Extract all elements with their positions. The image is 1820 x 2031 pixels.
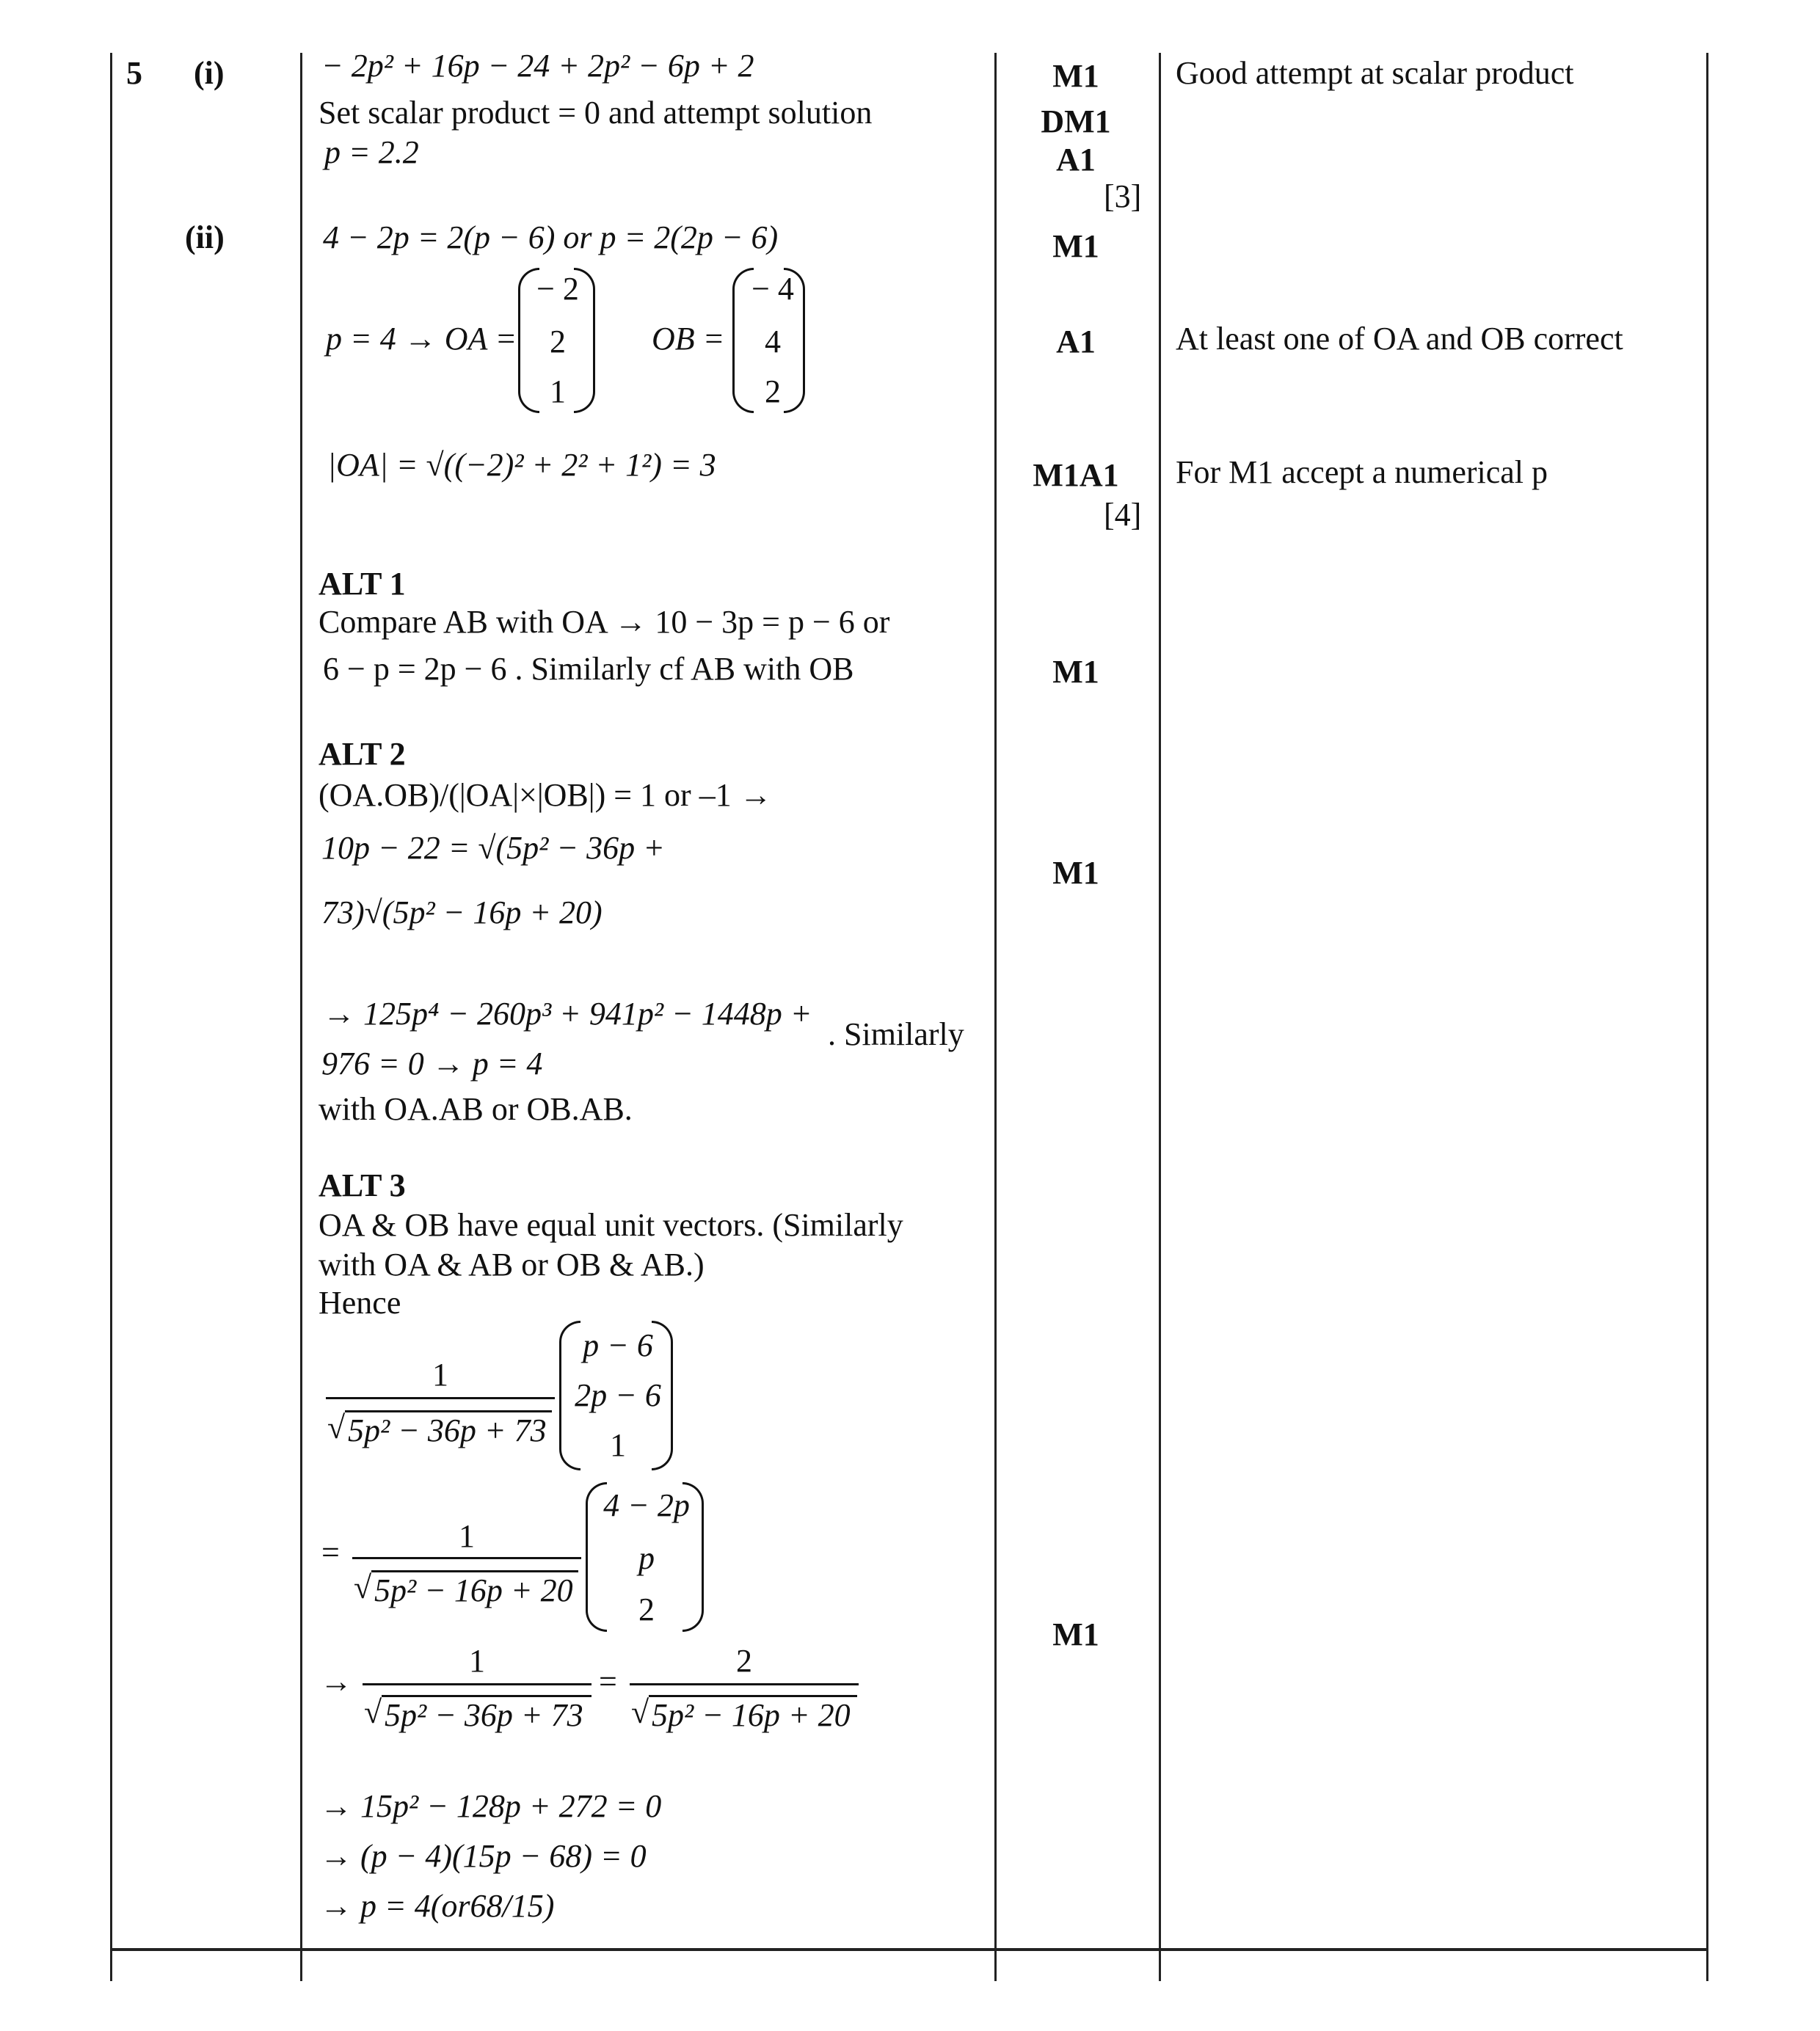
part-i-method: Set scalar product = 0 and attempt solution	[318, 95, 873, 131]
mark-dm1: DM1	[1041, 103, 1111, 139]
vec1-z: 1	[610, 1427, 626, 1463]
part-i-answer: p = 2.2	[324, 134, 419, 170]
table-border-right	[1706, 53, 1708, 1981]
frac2-radical: √	[354, 1569, 372, 1605]
alt2-line5: 976 = 0 → p = 4	[321, 1046, 543, 1082]
equals-sign: =	[321, 1534, 340, 1570]
alt1-heading: ALT 1	[318, 566, 406, 602]
mark-a1: A1	[1056, 324, 1096, 360]
mark-m1: M1	[1052, 855, 1099, 891]
frac4-denominator: 5p² − 16p + 20	[652, 1697, 851, 1733]
alt2-line4: → 125p⁴ − 260p³ + 941p² − 1448p +	[323, 996, 812, 1032]
alt2-heading: ALT 2	[318, 736, 406, 772]
alt3-line3: Hence	[318, 1285, 401, 1321]
guidance-oa-ob: At least one of OA and OB correct	[1176, 321, 1623, 357]
oa-magnitude: |OA| = √((−2)² + 2² + 1²) = 3	[327, 447, 716, 483]
frac3-bar	[363, 1683, 592, 1685]
alt3-quadratic: → 15p² − 128p + 272 = 0	[320, 1788, 662, 1824]
vec1-y: 2p − 6	[575, 1377, 661, 1413]
frac1-bar	[326, 1397, 555, 1399]
table-bottom-rule	[110, 1948, 1708, 1951]
ratio-equals: =	[599, 1663, 617, 1699]
ob-prefix: OB =	[652, 321, 725, 357]
ob-vector-z: 2	[765, 373, 781, 409]
frac2-denominator: 5p² − 16p + 20	[374, 1572, 573, 1608]
alt2-line4-tail: . Similarly	[828, 1016, 964, 1052]
vec2-y: p	[638, 1540, 655, 1576]
alt2-line2: 10p − 22 = √(5p² − 36p +	[321, 830, 665, 866]
vec1-x: p − 6	[583, 1327, 653, 1363]
mark-m1a1: M1A1	[1033, 457, 1119, 493]
part-label-ii: (ii)	[185, 219, 225, 255]
alt3-line1: OA & OB have equal unit vectors. (Similarly	[318, 1207, 903, 1243]
frac4-bar	[630, 1683, 859, 1685]
oa-prefix: p = 4 → OA =	[326, 321, 517, 357]
ob-vector-x: − 4	[751, 271, 794, 307]
table-divider-question	[300, 53, 302, 1981]
mark-m1: M1	[1052, 1616, 1099, 1652]
oa-vector-y: 2	[550, 324, 566, 360]
alt2-line6: with OA.AB or OB.AB.	[318, 1091, 633, 1127]
frac3-numerator: 1	[469, 1643, 485, 1679]
guidance-numerical-p: For M1 accept a numerical p	[1176, 454, 1548, 490]
guidance-scalar-product: Good attempt at scalar product	[1176, 55, 1574, 91]
mark-a1: A1	[1056, 142, 1096, 178]
table-divider-guidance	[1159, 53, 1161, 1981]
part-ii-equation: 4 − 2p = 2(p − 6) or p = 2(2p − 6)	[323, 219, 779, 255]
frac2-bar	[352, 1557, 581, 1559]
mark-m1: M1	[1052, 58, 1099, 94]
frac4-radical: √	[631, 1694, 649, 1730]
mark-m1: M1	[1052, 228, 1099, 264]
arrow-symbol: →	[320, 1663, 352, 1699]
alt3-heading: ALT 3	[318, 1167, 406, 1203]
part-ii-total: [4]	[1104, 497, 1142, 533]
question-number: 5	[126, 55, 142, 91]
part-i-expression: − 2p² + 16p − 24 + 2p² − 6p + 2	[321, 48, 754, 84]
alt1-line2: 6 − p = 2p − 6 . Similarly cf AB with OB	[323, 651, 854, 687]
frac3-denominator: 5p² − 36p + 73	[385, 1697, 583, 1733]
frac3-radical: √	[364, 1694, 382, 1730]
vec2-x: 4 − 2p	[603, 1487, 690, 1523]
frac1-denominator: 5p² − 36p + 73	[348, 1412, 547, 1448]
alt1-line1: Compare AB with OA → 10 − 3p = p − 6 or	[318, 604, 890, 640]
frac4-numerator: 2	[736, 1643, 752, 1679]
frac1-radical: √	[327, 1410, 346, 1445]
alt2-line1: (OA.OB)/(|OA|×|OB|) = 1 or –1 →	[318, 777, 772, 813]
frac1-numerator: 1	[432, 1357, 448, 1393]
vec2-z: 2	[638, 1591, 655, 1627]
alt3-line2: with OA & AB or OB & AB.)	[318, 1247, 705, 1283]
table-border-left	[110, 53, 112, 1981]
frac2-numerator: 1	[459, 1518, 475, 1554]
part-i-total: [3]	[1104, 178, 1142, 214]
alt3-factorised: → (p − 4)(15p − 68) = 0	[320, 1838, 647, 1874]
mark-m1: M1	[1052, 654, 1099, 690]
part-label-i: (i)	[194, 55, 225, 91]
oa-vector-z: 1	[550, 373, 566, 409]
oa-vector-x: − 2	[536, 271, 579, 307]
ob-vector-y: 4	[765, 324, 781, 360]
alt3-solution: → p = 4(or68/15)	[320, 1888, 555, 1924]
alt2-line3: 73)√(5p² − 16p + 20)	[321, 894, 603, 930]
